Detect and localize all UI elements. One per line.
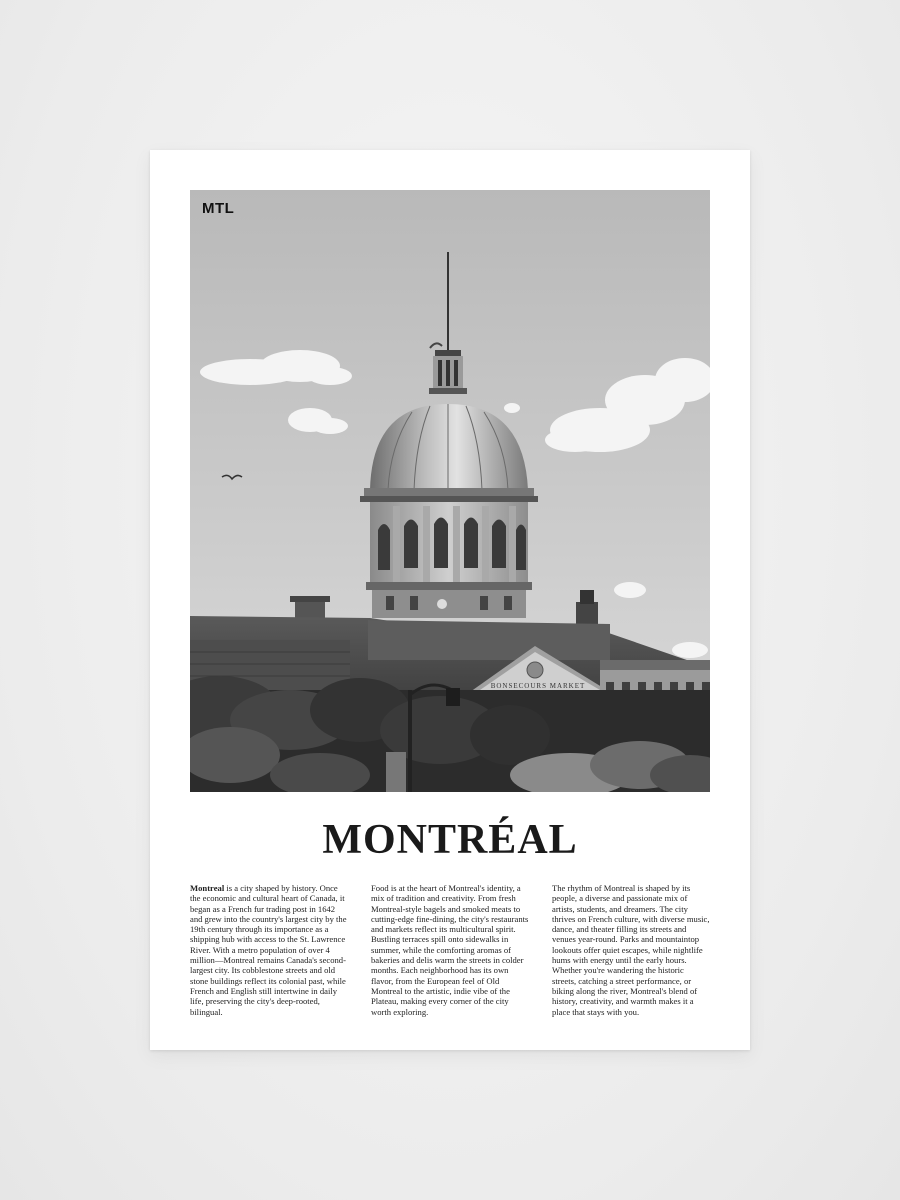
bonsecours-market-photo — [190, 190, 710, 792]
text-columns — [190, 883, 710, 1017]
column-2-text: Food is at the heart of Montreal's identity, a mix of tradition and creativity. From fresh Montreal-style bagels and smoked meats to cutting-edge fine-dining, the city's restaurants and markets reflect its multicultural spirit. Bustling terraces spill onto sidewalks in summer, while the comforting aromas of bakeries and delis warm the streets in colder months. Each neighborhood has its own flavor, from the European feel of Old Montreal to the artistic, indie vibe of the Plateau, making every corner of the city worth exploring. — [371, 883, 529, 1017]
drum-base — [372, 590, 526, 618]
poster — [150, 150, 750, 1050]
pediment-clock — [527, 662, 543, 678]
column-1-text: is a city shaped by history. Once the economic and cultural heart of Canada, it began as a French fur trading post in 1642 and grew into the country's largest city by the 19th century through its importance as a shipping hub with access to the St. Lawrence River. With a metro population of over 4 million—Montreal remains Canada's second-largest city. Its cobblestone streets and old stone buildings reflect its colonial past, while French and English still intertwine in daily life, preserving the city's deep-rooted, bilingual. — [190, 883, 347, 1017]
text-column-2 — [371, 883, 529, 1017]
market-sign: BONSECOURS MARKET — [490, 682, 586, 690]
upper-block — [368, 620, 610, 660]
column-3-text: The rhythm of Montreal is shaped by its people, a diverse and passionate mix of artists, students, and dreamers. The city thrives on French culture, with diverse music, dance, and theater filling its streets and venues year-round. Parks and mountaintop lookouts offer quiet escapes, while nightlife hums with energy until the early hours. Whether you're wandering the historic streets, catching a street performance, or biking along the river, Montreal's blend of history, creativity, and warmth makes it a place that stays with you. — [552, 883, 710, 1017]
text-column-1 — [190, 883, 348, 1017]
mtl-badge: MTL — [202, 200, 235, 217]
text-column-3 — [552, 883, 710, 1017]
column-1-lead: Montreal — [190, 883, 225, 893]
poster-title: MONTRÉAL — [322, 817, 578, 863]
dome-photograph — [190, 190, 710, 792]
